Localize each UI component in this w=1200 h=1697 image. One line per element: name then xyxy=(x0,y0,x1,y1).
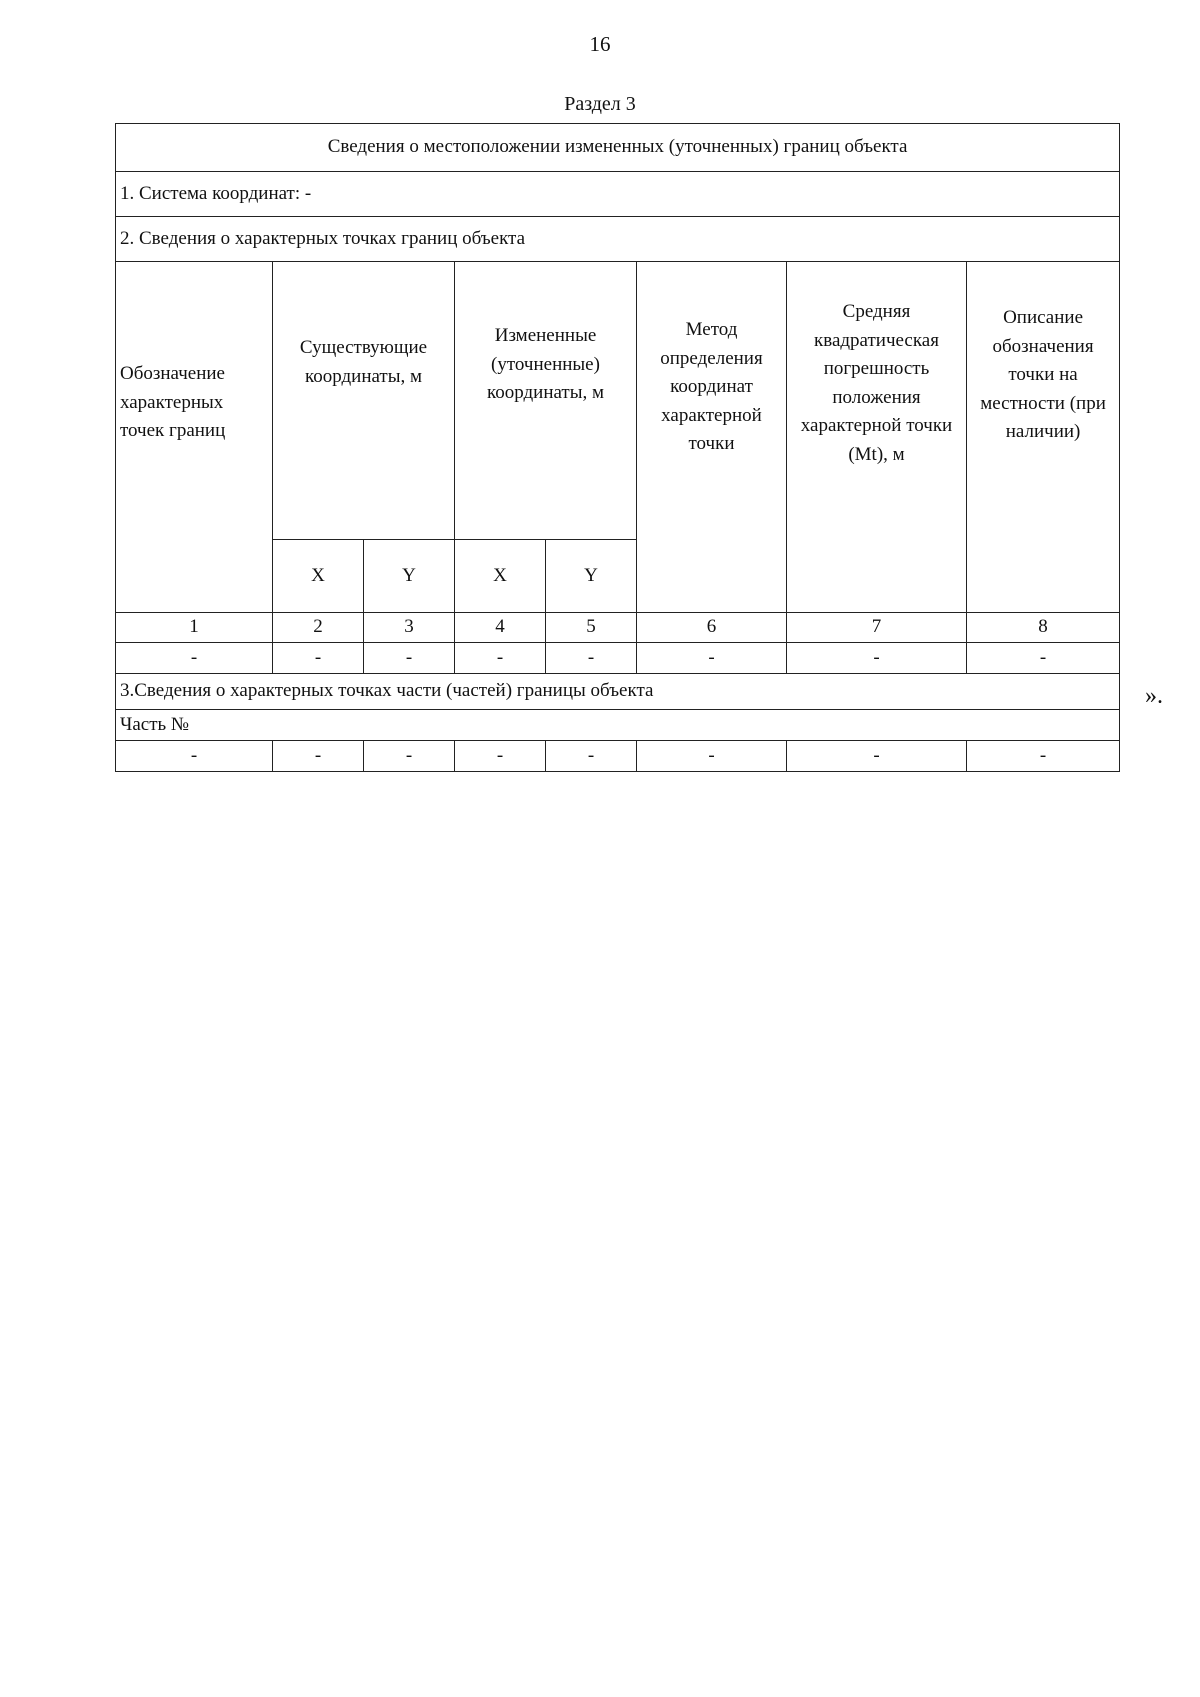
table-cell: - xyxy=(637,741,787,772)
boundary-table xyxy=(115,123,1120,772)
table-cell: - xyxy=(273,643,364,674)
column-number-row xyxy=(116,613,1120,643)
table-cell: - xyxy=(273,741,364,772)
table-cell: - xyxy=(787,643,967,674)
col-header-mean-square-error: Средняя квадратическая погрешность положения характерной точки (Mt), м xyxy=(787,262,967,613)
table-cell: - xyxy=(364,741,455,772)
col-header-changed-y: Y xyxy=(546,540,637,613)
col-header-method: Метод определения координат характерной точки xyxy=(637,262,787,613)
column-number: 3 xyxy=(364,613,455,643)
table-row xyxy=(116,741,1120,772)
table-cell: - xyxy=(116,643,273,674)
col-header-changed-coords: Измененные (уточненные) координаты, м xyxy=(455,262,637,540)
section-title: Раздел 3 xyxy=(564,93,636,115)
col-header-existing-coords: Существующие координаты, м xyxy=(273,262,455,540)
column-number: 8 xyxy=(967,613,1120,643)
table-cell: - xyxy=(364,643,455,674)
col-header-existing-y: Y xyxy=(364,540,455,613)
col-header-description: Описание обозначения точки на местности (при наличии) xyxy=(967,262,1120,613)
parts-section-header: 3.Сведения о характерных точках части (частей) границы объекта xyxy=(116,674,1120,710)
points-section-header: 2. Сведения о характерных точках границ объекта xyxy=(116,217,1120,262)
col-header-point-designation: Обозначение характерных точек границ xyxy=(116,262,273,613)
table-title: Сведения о местоположении измененных (уточненных) границ объекта xyxy=(116,124,1120,172)
closing-quote: ». xyxy=(1145,683,1163,709)
column-number: 7 xyxy=(787,613,967,643)
coordinate-system: 1. Система координат: - xyxy=(116,172,1120,217)
col-header-changed-x: X xyxy=(455,540,546,613)
table-cell: - xyxy=(546,643,637,674)
table-cell: - xyxy=(967,741,1120,772)
page-number: 16 xyxy=(589,32,611,56)
column-number: 6 xyxy=(637,613,787,643)
column-number: 4 xyxy=(455,613,546,643)
part-number-label: Часть № xyxy=(116,710,1120,741)
table-cell: - xyxy=(455,643,546,674)
column-number: 1 xyxy=(116,613,273,643)
table-row xyxy=(116,643,1120,674)
table-cell: - xyxy=(116,741,273,772)
column-number: 5 xyxy=(546,613,637,643)
table-cell: - xyxy=(787,741,967,772)
table-cell: - xyxy=(455,741,546,772)
table-cell: - xyxy=(967,643,1120,674)
column-number: 2 xyxy=(273,613,364,643)
table-cell: - xyxy=(546,741,637,772)
table-cell: - xyxy=(637,643,787,674)
col-header-existing-x: X xyxy=(273,540,364,613)
